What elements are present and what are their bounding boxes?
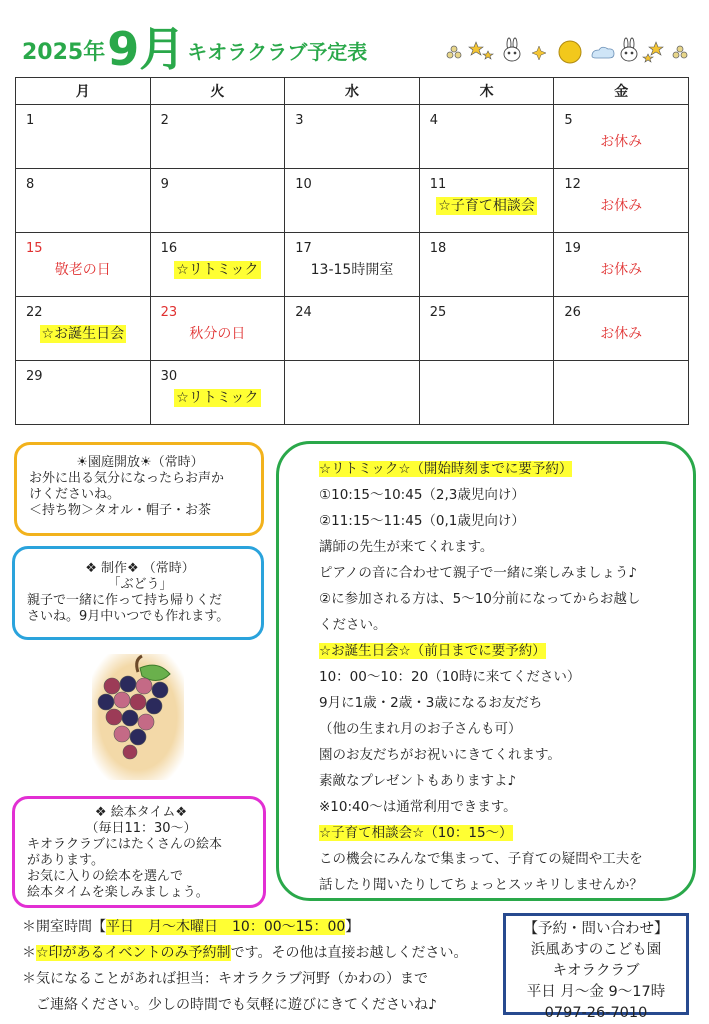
- moon-icon: [559, 41, 581, 63]
- calendar-day-cell: [419, 169, 554, 233]
- rhythmic-title: ☆リトミック☆（開始時刻までに要予約）: [319, 461, 573, 477]
- day-number: 12: [564, 177, 581, 192]
- calendar-day-cell: [419, 297, 554, 361]
- day-event: ☆リトミック: [176, 390, 259, 406]
- day-number: 1: [26, 113, 35, 128]
- title-decoration: [444, 36, 694, 66]
- calendar-day-cell: [16, 361, 151, 425]
- calendar-day-cell: [285, 169, 420, 233]
- weekday-header: 火: [150, 78, 285, 105]
- day-number: 30: [160, 369, 178, 384]
- consult-title: ☆子育て相談会☆（10：15～）: [319, 825, 513, 841]
- footer-notes: [22, 914, 467, 1018]
- rhythmic-text: ピアノの音に合わせて親子で一緒に楽しみましょう♪: [319, 565, 638, 581]
- calendar-day-cell: [419, 105, 554, 169]
- calendar-day-cell: [419, 361, 554, 425]
- reservation-note: ＊☆印があるイベントのみ予約制です。その他は直接お越しください。: [22, 945, 468, 961]
- birthday-text: 園のお友だちがお祝いにきてくれます。: [319, 747, 561, 763]
- craft-text: 親子で一緒に作って持ち帰りくだ: [27, 593, 223, 608]
- calendar-day-cell: [16, 297, 151, 361]
- calendar-day-cell: [150, 361, 285, 425]
- calendar-day-cell: [150, 169, 285, 233]
- day-number: 17: [295, 241, 312, 256]
- day-number: 23: [160, 305, 178, 320]
- grape-craft-image: [92, 654, 184, 780]
- day-event: ☆子育て相談会: [438, 198, 535, 214]
- calendar-day-cell: [16, 169, 151, 233]
- day-event: 敬老の日: [54, 262, 111, 278]
- picture-book-title: ❖ 絵本タイム❖: [94, 805, 188, 820]
- day-number: 24: [295, 305, 312, 320]
- day-number: 11: [429, 177, 447, 192]
- calendar-day-cell: [554, 233, 689, 297]
- day-number: 18: [429, 241, 447, 256]
- craft-title: ❖ 制作❖ （常時）: [85, 561, 195, 576]
- calendar-day-cell: [150, 297, 285, 361]
- calendar-day-cell: [285, 361, 420, 425]
- dango-icon: [673, 46, 687, 58]
- rhythmic-text: ください。: [319, 617, 387, 633]
- day-number: 10: [295, 177, 312, 192]
- day-event: お休み: [600, 134, 643, 150]
- day-event: お休み: [600, 326, 643, 342]
- calendar-day-cell: [554, 361, 689, 425]
- day-event: ☆お誕生日会: [41, 326, 125, 342]
- contact-org: 浜風あすのこども園: [530, 942, 662, 958]
- craft-subtitle: 「ぶどう」: [107, 577, 173, 592]
- calendar-day-cell: [16, 105, 151, 169]
- weekday-header: 金: [554, 78, 689, 105]
- day-event: お休み: [600, 262, 643, 278]
- picture-book-text: お気に入りの絵本を選んで: [27, 869, 184, 884]
- garden-text: お外に出る気分になったらお声か: [29, 471, 225, 486]
- calendar-week-row: [16, 361, 689, 425]
- contact-box: [503, 913, 689, 1021]
- title-month: 9月: [107, 22, 186, 76]
- calendar-week-row: [16, 105, 689, 169]
- calendar-day-cell: [419, 233, 554, 297]
- picture-book-time: （毎日11：30～）: [85, 821, 197, 836]
- day-number: 4: [429, 113, 439, 128]
- picture-book-text: があります。: [27, 853, 104, 868]
- day-number: 29: [26, 369, 43, 384]
- day-number: 26: [564, 305, 581, 320]
- day-number: 25: [429, 305, 447, 320]
- contact-hours: 平日 月～金 9～17時: [526, 984, 666, 1000]
- calendar-week-row: [16, 233, 689, 297]
- star-icon: [469, 42, 493, 59]
- day-number: 3: [295, 113, 304, 128]
- contact-note: ご連絡ください。少しの時間でも気軽に遊びにきてくださいね♪: [22, 997, 437, 1013]
- day-number: 19: [564, 241, 581, 256]
- calendar-day-cell: [16, 233, 151, 297]
- cloud-icon: [592, 47, 614, 58]
- opening-hours: ＊開室時間【平日 月～木曜日 10：00～15：00】: [22, 919, 360, 935]
- contact-club: キオラクラブ: [552, 963, 640, 979]
- weekday-header: 木: [419, 78, 554, 105]
- day-event: お休み: [600, 198, 643, 214]
- calendar-table: [15, 77, 689, 425]
- contact-title: 【予約・問い合わせ】: [523, 921, 669, 937]
- day-number: 9: [160, 177, 169, 192]
- day-event: 13-15時開室: [310, 262, 394, 278]
- calendar-day-cell: [285, 105, 420, 169]
- day-number: 16: [160, 241, 178, 256]
- page-title: [22, 20, 368, 76]
- day-number: 22: [26, 305, 43, 320]
- day-number: 2: [160, 113, 169, 128]
- event-info-box: [276, 441, 696, 901]
- title-name: キオラクラブ予定表: [187, 40, 368, 64]
- calendar-day-cell: [554, 169, 689, 233]
- weekday-header-row: [16, 78, 689, 105]
- birthday-text: 素敵なプレゼントもありますよ♪: [319, 773, 517, 789]
- rhythmic-text: 講師の先生が来てくれます。: [319, 539, 494, 555]
- title-year: 2025年: [22, 40, 106, 65]
- craft-text: さいね。9月中いつでも作れます。: [27, 609, 230, 624]
- garden-title: ☀園庭開放☀（常時）: [76, 455, 204, 470]
- rhythmic-session: ②11:15～11:45（0,1歳児向け）: [319, 513, 525, 529]
- consult-text: この機会にみんなで集まって、子育ての疑問や工夫を: [319, 851, 643, 867]
- rhythmic-session: ①10:15～10:45（2,3歳児向け）: [319, 487, 525, 503]
- contact-phone: 0797-26-7010: [544, 1005, 648, 1021]
- day-number: 8: [26, 177, 35, 192]
- rabbit-icon: [621, 38, 637, 61]
- birthday-title: ☆お誕生日会☆（前日までに要予約）: [319, 643, 546, 659]
- garden-open-box: [14, 442, 264, 536]
- day-number: 5: [564, 113, 573, 128]
- calendar-day-cell: [150, 105, 285, 169]
- dango-icon: [447, 46, 461, 58]
- rabbit-icon: [504, 38, 520, 61]
- birthday-text: （他の生まれ月のお子さんも可）: [319, 721, 522, 737]
- calendar-week-row: [16, 169, 689, 233]
- birthday-text: 9月に1歳・2歳・3歳になるお友だち: [319, 695, 543, 711]
- craft-box: [12, 546, 264, 640]
- garden-text: けくださいね。: [29, 487, 121, 502]
- garden-items: ＜持ち物＞タオル・帽子・お茶: [29, 503, 212, 518]
- birthday-text: ※10:40～は通常利用できます。: [319, 799, 517, 815]
- calendar-day-cell: [150, 233, 285, 297]
- calendar-week-row: [16, 297, 689, 361]
- picture-book-box: [12, 796, 266, 908]
- weekday-header: 水: [285, 78, 420, 105]
- picture-book-text: 絵本タイムを楽しみましょう。: [27, 885, 209, 900]
- day-number: 15: [26, 241, 43, 256]
- birthday-text: 10：00～10：20（10時に来てください）: [319, 669, 581, 685]
- calendar-day-cell: [554, 105, 689, 169]
- calendar-day-cell: [285, 297, 420, 361]
- day-event: ☆リトミック: [176, 262, 259, 278]
- weekday-header: 月: [16, 78, 151, 105]
- rhythmic-text: ②に参加される方は、5～10分前になってからお越し: [319, 591, 641, 607]
- consult-text: 話したり聞いたりしてちょっとスッキリしませんか？: [319, 877, 643, 893]
- star-icon: [643, 42, 663, 62]
- sparkle-icon: [532, 46, 546, 60]
- calendar-day-cell: [554, 297, 689, 361]
- contact-note: ＊気になることがあれば担当：キオラクラブ河野（かわの）まで: [22, 971, 428, 987]
- day-event: 秋分の日: [189, 326, 246, 342]
- calendar-day-cell: [285, 233, 420, 297]
- picture-book-text: キオラクラブにはたくさんの絵本: [27, 837, 223, 852]
